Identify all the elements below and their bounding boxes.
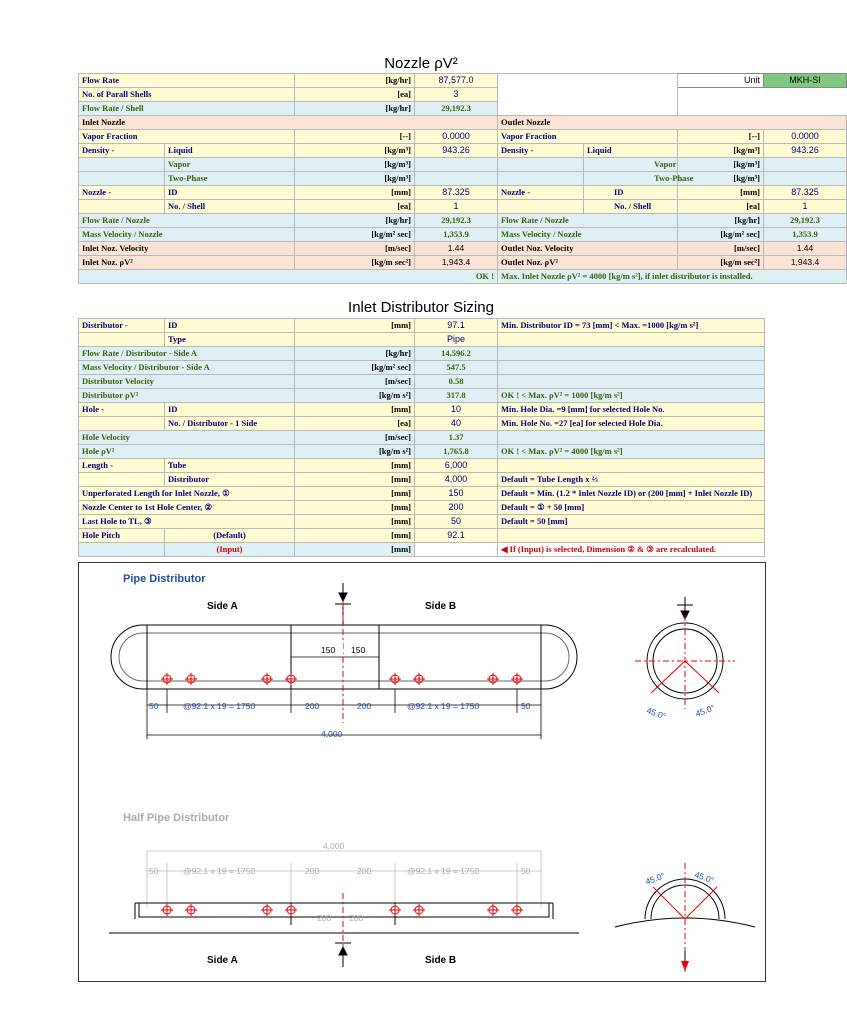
row-sublabel: ID	[165, 319, 295, 333]
half-side-a: Side A	[207, 955, 238, 966]
row-comment: Min. Distributor ID = 73 [mm] < Max. =1000 [kg/m s²]	[498, 319, 765, 333]
row-unit: [ea]	[295, 417, 415, 431]
distributor-row	[79, 417, 765, 431]
row-comment	[498, 431, 765, 445]
outlet-nozzle-header: Outlet Nozzle	[498, 116, 847, 130]
nozzle-note: Max. Inlet Nozzle ρV² = 4000 [kg/m s²], if inlet distributor is installed.	[498, 270, 847, 284]
outlet-vapor-density	[764, 158, 847, 172]
row-comment: Min. Hole Dia. =9 [mm] for selected Hole No.	[498, 403, 765, 417]
distributor-row	[79, 473, 765, 487]
inlet-nozzle-header: Inlet Nozzle	[79, 116, 498, 130]
row-label: Flow Rate / Distributor - Side A	[79, 347, 295, 361]
half-pipe-body	[109, 903, 579, 933]
half-dim-200-a: 200	[317, 913, 332, 923]
row-label: Hole Velocity	[79, 431, 295, 445]
nozzle-title: Nozzle ρV²	[384, 55, 458, 72]
row-unit: [m/sec]	[295, 431, 415, 445]
row-comment: OK ! < Max. ρV² = 4000 [kg/m s²]	[498, 445, 765, 459]
row-unit: [kg/m s²]	[295, 389, 415, 403]
row-label	[79, 473, 165, 487]
half-pipe-holes	[161, 904, 523, 916]
row-comment	[498, 333, 765, 347]
distributor-title: Inlet Distributor Sizing	[348, 299, 494, 316]
half-pitch-left: @92.1 x 19 = 1750	[183, 866, 256, 876]
angle-right: 45.0°	[693, 702, 717, 719]
row-input[interactable]: 200	[415, 501, 498, 515]
distributor-row	[79, 403, 765, 417]
outlet-rhov2: 1,943.4	[764, 256, 847, 270]
nozzle-ok-status: OK !	[79, 270, 498, 284]
row-label: Distributor Velocity	[79, 375, 295, 389]
row-input[interactable]: 40	[415, 417, 498, 431]
half-dim-200-right: 200	[357, 866, 372, 876]
row-comment	[498, 361, 765, 375]
distributor-row	[79, 431, 765, 445]
row-headers	[79, 116, 847, 130]
distributor-row	[79, 445, 765, 459]
row-comment	[498, 347, 765, 361]
row-hole-pitch: Hole Pitch (Default) [mm] 92.1	[79, 529, 765, 543]
outlet-nozzle-count-input[interactable]: 1	[764, 200, 847, 214]
half-dim-200-b: 200	[349, 913, 364, 923]
pipe-cross-section	[635, 597, 735, 709]
row-unit	[295, 333, 415, 347]
row-input[interactable]: 97.1	[415, 319, 498, 333]
row-sublabel: No. / Distributor - 1 Side	[165, 417, 295, 431]
pipe-side-a: Side A	[207, 601, 238, 612]
row-unit: [m/sec]	[295, 375, 415, 389]
unit-label: Unit	[678, 74, 764, 88]
dim-200-left: 200	[305, 701, 320, 711]
pitch-right: @92.1 x 19 = 1750	[407, 701, 480, 711]
distributor-row	[79, 501, 765, 515]
row-label: Nozzle Center to 1st Hole Center, ②	[79, 501, 295, 515]
row-parallel-shells: No. of Parall Shells [ea] 3	[79, 88, 847, 102]
row-value: 547.5	[415, 361, 498, 375]
half-side-b: Side B	[425, 955, 457, 966]
row-label: Distributor ρV²	[79, 389, 295, 403]
half-dim-50-right: 50	[521, 866, 531, 876]
row-flow-per-shell: Flow Rate / Shell [kg/hr] 29,192.3	[79, 102, 847, 116]
row-label: Mass Velocity / Distributor - Side A	[79, 361, 295, 375]
row-input[interactable]: Pipe	[415, 333, 498, 347]
row-label: Unperforated Length for Inlet Nozzle, ①	[79, 487, 295, 501]
half-dim-200-left: 200	[305, 866, 320, 876]
pipe-side-b: Side B	[425, 601, 457, 612]
row-label: Hole ρV²	[79, 445, 295, 459]
row-input[interactable]: 50	[415, 515, 498, 529]
row-value: 14,596.2	[415, 347, 498, 361]
unit-system-select[interactable]: MKH-SI	[764, 74, 847, 88]
half-pipe-title: Half Pipe Distributor	[123, 812, 230, 824]
half-total-length: 4,000	[323, 841, 345, 851]
row-label: Hole -	[79, 403, 165, 417]
row-comment: Default = Tube Length x ⅔	[498, 473, 765, 487]
dim-200-right: 200	[357, 701, 372, 711]
row-comment: Default = ① + 50 [mm]	[498, 501, 765, 515]
row-label: Last Hole to TL, ③	[79, 515, 295, 529]
row-label: Distributor -	[79, 319, 165, 333]
row-flow-rate: Flow Rate [kg/hr] 87,577.0 Unit MKH-SI	[79, 74, 847, 88]
distributor-drawing	[78, 562, 766, 982]
row-unit: [kg/hr]	[295, 347, 415, 361]
inlet-vapor-fraction-input[interactable]: 0.0000	[415, 130, 498, 144]
distributor-row	[79, 361, 765, 375]
row-unit: [mm]	[295, 473, 415, 487]
row-comment	[498, 459, 765, 473]
half-pipe-cross-section	[615, 863, 755, 973]
row-unit: [mm]	[295, 501, 415, 515]
row-input[interactable]: 150	[415, 487, 498, 501]
angle-left: 45.0°	[645, 705, 668, 722]
row-input[interactable]: 4,000	[415, 473, 498, 487]
outlet-vapor-fraction-input[interactable]: 0.0000	[764, 130, 847, 144]
row-sublabel: Distributor	[165, 473, 295, 487]
row-unit: [mm]	[295, 515, 415, 529]
nozzle-table: Flow Rate [kg/hr] 87,577.0 Unit MKH-SI No. of Parall Shells [ea] 3 Flow Rate / Shell [kg/hr] 29,192.3 Inlet Nozzle Outlet Nozzle Vapor Fraction [--] 0.0000 Vapor Fraction [--] 0.0000 Density - Liquid [kg/m³] 943.26 Density - Liquid [kg/m³] 943.26 Vapor [kg/m³] Vapor [kg/m³] Two-Phase [kg/m³] Two-Phase [kg/m³] Nozzle - ID [mm] 87.325 Nozzle - ID [mm] 87.325 No. / Shell [ea] 1 No. / Shell [ea] 1 Flow Rate / Nozzle [kg/hr] 29,192.3 Flow Rate / Nozzle [kg/hr] 29,192.3 Mass Velocity / Nozzle [kg/m² sec] 1,353.9 Mass Velocity / Nozzle [kg/m² sec] 1,353.9 Inlet Noz. Velocity [m/sec] 1.44 Outlet Noz. Velocity [m/sec] 1.44 Inlet Noz. ρV² [kg/m sec²] 1,943.4 Outlet Noz. ρV² [kg/m sec²] 1,943.4 OK ! Max. Inlet Nozzle ρV² = 4000 [kg/m s²], if inlet distributor is installed.	[78, 73, 847, 284]
hole-pitch-input[interactable]	[415, 543, 498, 557]
inlet-nozzle-id-input[interactable]: 87.325	[415, 186, 498, 200]
pitch-left: @92.1 x 19 = 1750	[183, 701, 256, 711]
row-label: Length -	[79, 459, 165, 473]
parallel-shells-input[interactable]: 3	[415, 88, 498, 102]
row-comment: Min. Hole No. =27 [ea] for selected Hole Dia.	[498, 417, 765, 431]
row-value: 0.58	[415, 375, 498, 389]
row-unit: [mm]	[295, 403, 415, 417]
inlet-two-phase-density	[415, 172, 498, 186]
flow-rate-input[interactable]: 87,577.0	[415, 74, 498, 88]
distributor-table	[78, 318, 765, 557]
input-note: ◀ If (Input) is selected, Dimension ② & ③ are recalculated.	[498, 543, 765, 557]
distributor-row	[79, 333, 765, 347]
row-unit: [mm]	[295, 487, 415, 501]
distributor-row	[79, 389, 765, 403]
outlet-nozzle-id-input[interactable]: 87.325	[764, 186, 847, 200]
pipe-holes	[161, 673, 523, 685]
distributor-row	[79, 459, 765, 473]
dim-50-left: 50	[149, 701, 159, 711]
row-hole-pitch-input: (Input) [mm] ◀ If (Input) is selected, Dimension ② & ③ are recalculated.	[79, 543, 765, 557]
row-label	[79, 417, 165, 431]
row-comment	[498, 375, 765, 389]
row-unit: [mm]	[295, 319, 415, 333]
label: Flow Rate	[79, 74, 295, 88]
row-unit: [kg/m² sec]	[295, 361, 415, 375]
row-comment: OK ! < Max. ρV² = 1000 [kg/m s²]	[498, 389, 765, 403]
row-input[interactable]: 10	[415, 403, 498, 417]
pipe-distributor-title: Pipe Distributor	[123, 573, 206, 585]
hole-pitch-default[interactable]: 92.1	[415, 529, 498, 543]
inlet-rhov2: 1,943.4	[415, 256, 498, 270]
distributor-row	[79, 319, 765, 333]
distributor-row	[79, 487, 765, 501]
row-unit: [kg/m s²]	[295, 445, 415, 459]
row-sublabel: ID	[165, 403, 295, 417]
dim-150-b: 150	[351, 645, 366, 655]
row-value: 1.37	[415, 431, 498, 445]
inlet-liquid-density-input[interactable]: 943.26	[415, 144, 498, 158]
row-label	[79, 333, 165, 347]
row-value: 1,765.8	[415, 445, 498, 459]
row-comment: Default = Min. (1.2 * Inlet Nozzle ID) or (200 [mm] + Inlet Nozzle ID)	[498, 487, 765, 501]
inlet-nozzle-count-input[interactable]: 1	[415, 200, 498, 214]
total-length: 4,000	[321, 729, 343, 739]
outlet-liquid-density-input[interactable]: 943.26	[764, 144, 847, 158]
row-sublabel: Type	[165, 333, 295, 347]
dim-50-right: 50	[521, 701, 531, 711]
half-pitch-right: @92.1 x 19 = 1750	[407, 866, 480, 876]
inlet-vapor-density	[415, 158, 498, 172]
row-sublabel: Tube	[165, 459, 295, 473]
row-unit: [mm]	[295, 459, 415, 473]
half-dim-50-left: 50	[149, 866, 159, 876]
distributor-row	[79, 347, 765, 361]
outlet-two-phase-density	[764, 172, 847, 186]
row-input[interactable]: 6,000	[415, 459, 498, 473]
dim-150-a: 150	[321, 645, 336, 655]
half-angle-left: 45.0°	[643, 870, 667, 887]
distributor-row	[79, 375, 765, 389]
row-value: 317.8	[415, 389, 498, 403]
row-comment: Default = 50 [mm]	[498, 515, 765, 529]
half-angle-right: 45.0°	[693, 869, 716, 886]
distributor-row	[79, 515, 765, 529]
